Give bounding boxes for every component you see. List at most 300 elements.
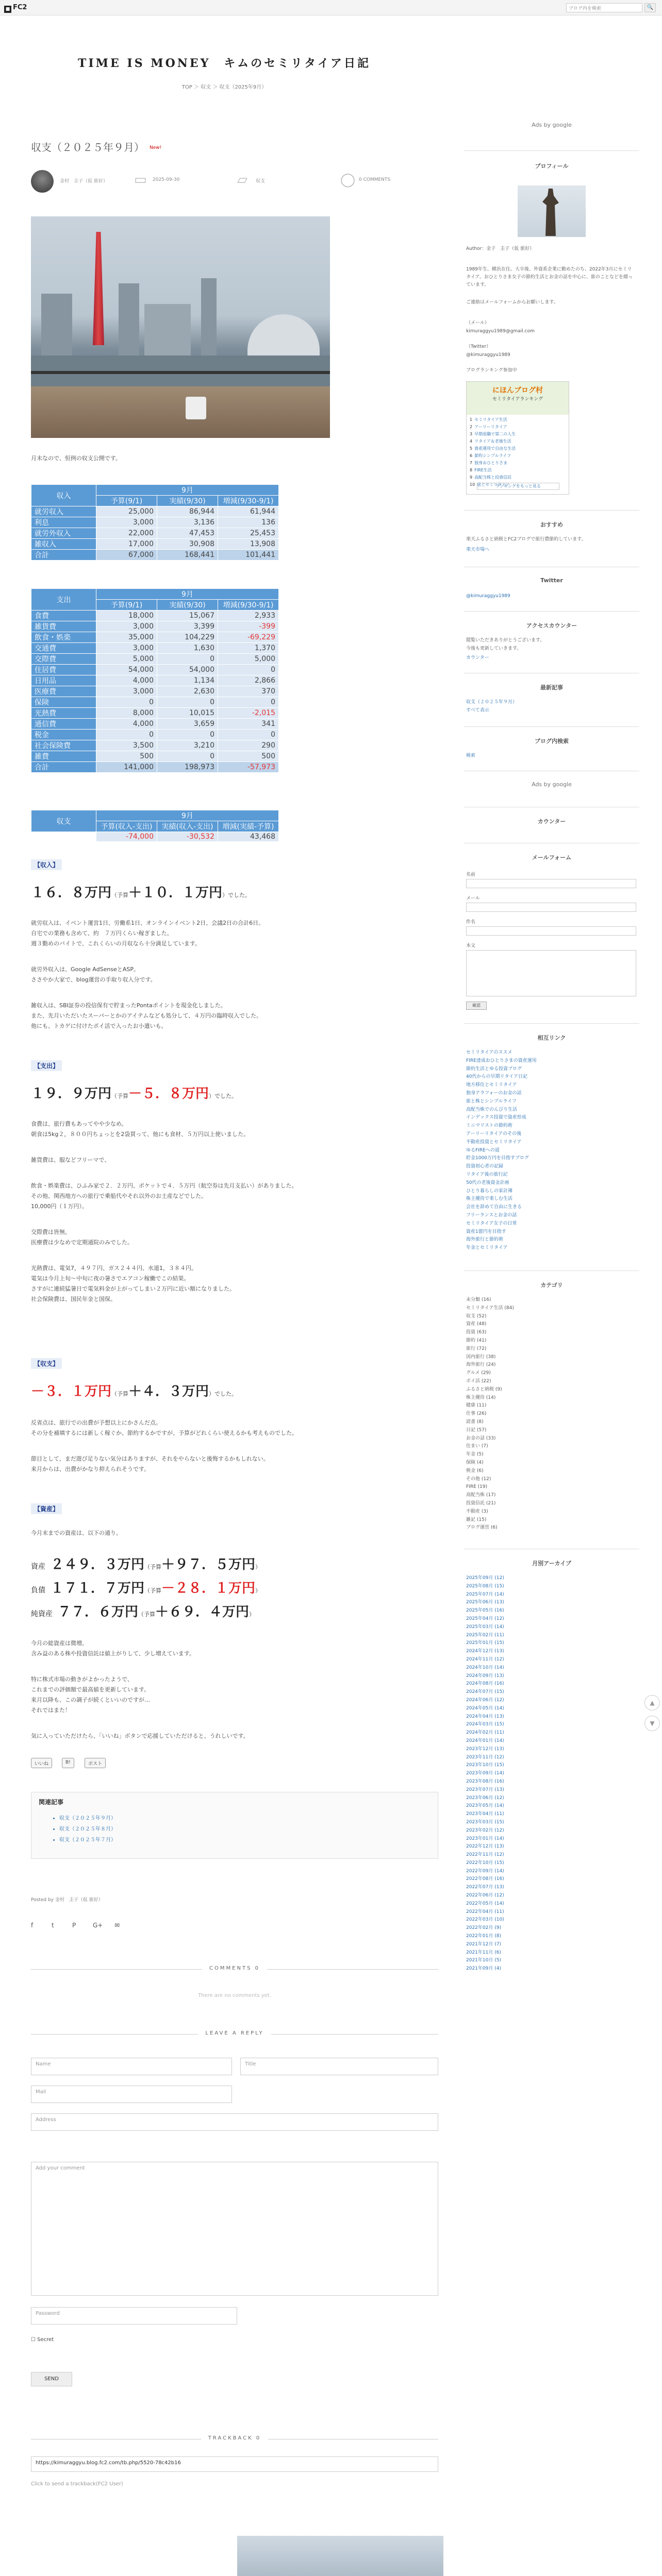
- table-row: 雑収入 17,000 30,908 13,908: [31, 539, 279, 550]
- post-title: 収支（２０２５年９月） $^{New!}$: [31, 141, 162, 154]
- archive-item[interactable]: 2024年02月 (11): [466, 1730, 504, 1736]
- title-input[interactable]: Title: [240, 2058, 438, 2075]
- ranking-item[interactable]: 5 資産運用で自由な生活: [470, 446, 516, 451]
- building-shape: [119, 283, 139, 355]
- paragraph: ささやか大家で、blog運営の手取り収入分です。: [31, 976, 156, 983]
- paragraph: また、先月いただいたスーパーとかのアイテムなども処分して、４万円の臨時収入でした。: [31, 1012, 262, 1019]
- divider: [464, 150, 639, 151]
- fc2-logo-icon: ■: [4, 6, 11, 13]
- link-item[interactable]: 海外旅行と節約術: [466, 1237, 504, 1243]
- link-item[interactable]: FIRE達成おひとりさまの資産運用: [466, 1058, 537, 1063]
- category-item[interactable]: お金の話 (33): [466, 1435, 496, 1441]
- trackback-label: TRACKBACK 0: [0, 2435, 469, 2441]
- port-tower-shape: [93, 232, 104, 345]
- link-item[interactable]: アーリーリタイアのその後: [466, 1131, 522, 1137]
- archive-list: [466, 1574, 636, 1973]
- income-table-title: 収入: [31, 485, 96, 506]
- archive-item[interactable]: 2023年12月 (13): [466, 1746, 504, 1752]
- ranking-header: にほんブログ村 セミリタイアランキング: [467, 382, 569, 415]
- name-input[interactable]: Name: [31, 2058, 232, 2075]
- recommend-heading: おすすめ: [540, 521, 564, 528]
- link-item[interactable]: 40代からの早期リタイア日記: [466, 1074, 528, 1080]
- ranking-more-link[interactable]: ランキングをもっと見る: [477, 483, 559, 490]
- archive-item[interactable]: 2022年11月 (12): [466, 1852, 504, 1858]
- mail-icon[interactable]: ✉: [114, 1922, 120, 1929]
- archive-item[interactable]: 2022年01月 (8): [466, 1934, 501, 1939]
- access-link[interactable]: カウンター: [466, 655, 489, 660]
- ranking-item[interactable]: 9 高配当株と投資信託: [470, 475, 512, 480]
- twitter-icon[interactable]: t: [52, 1922, 54, 1929]
- category-item[interactable]: 海外旅行 (24): [466, 1362, 496, 1368]
- paragraph: 反省点は、旅行での出費が予想以上にかさんだ点。: [31, 1419, 161, 1426]
- ranking-item[interactable]: 1 セミリタイア生活: [470, 417, 507, 422]
- table-row: 交通費 3,000 1,630 1,370: [31, 643, 279, 654]
- category-item[interactable]: 投資信託 (21): [466, 1500, 496, 1506]
- category-item[interactable]: 住まい (7): [466, 1444, 488, 1449]
- paragraph: 気に入っていただけたら、「いいね」ボタンで応援していただけると、うれしいです。: [31, 1733, 249, 1739]
- link-item[interactable]: 節約生活とゆる投資ブログ: [466, 1066, 522, 1072]
- related-link[interactable]: • 収支（２０２５年８月）: [59, 1824, 438, 1832]
- archive-item[interactable]: 2025年02月 (11): [466, 1632, 504, 1638]
- link-item[interactable]: 資産1億円を目指す: [466, 1229, 506, 1234]
- archive-item[interactable]: 2021年11月 (6): [466, 1950, 501, 1955]
- balance-table-title: 収支: [31, 810, 96, 832]
- archive-item[interactable]: 2025年09月 (12): [466, 1575, 504, 1581]
- category-item[interactable]: 収支 (52): [466, 1313, 487, 1319]
- archive-item[interactable]: 2024年12月 (13): [466, 1649, 504, 1654]
- link-item[interactable]: 会社を辞めて自由に生きる: [466, 1205, 522, 1210]
- archive-item[interactable]: 2022年12月 (13): [466, 1844, 504, 1850]
- archive-item[interactable]: 2023年10月 (15): [466, 1762, 504, 1768]
- category-heading: カテゴリ: [540, 1282, 563, 1289]
- category-item[interactable]: 資産 (48): [466, 1321, 487, 1327]
- paragraph: 今月末までの資産は、以下の通り。: [31, 1530, 122, 1536]
- ranking-item[interactable]: 7 独身おひとりさま: [470, 461, 508, 465]
- table-row: 医療費 3,000 2,630 370: [31, 686, 279, 697]
- link-item[interactable]: 年金とセミリタイア: [466, 1245, 508, 1251]
- table-row: 社会保険費 3,500 3,210 290: [31, 740, 279, 751]
- address-input[interactable]: Address: [31, 2113, 438, 2131]
- checkbox-icon[interactable]: ☐: [31, 2337, 38, 2343]
- secret-checkbox[interactable]: ☐ Secret: [31, 2337, 54, 2343]
- divider: [464, 611, 639, 612]
- twitter-label: （Twitter）: [466, 344, 491, 349]
- tweet-button[interactable]: ポスト: [85, 1758, 106, 1768]
- archive-item[interactable]: 2022年05月 (14): [466, 1901, 504, 1906]
- archive-item[interactable]: 2024年07月 (15): [466, 1689, 504, 1695]
- table-row: 日用品 4,000 1,134 2,866: [31, 675, 279, 686]
- archive-item[interactable]: 2025年03月 (14): [466, 1624, 504, 1630]
- archive-item[interactable]: 2024年11月 (12): [466, 1656, 504, 1662]
- divider: [464, 1023, 639, 1024]
- category-item[interactable]: その他 (12): [466, 1476, 491, 1482]
- ranking-item[interactable]: 3 早期退職で第二の人生: [470, 432, 516, 436]
- category-item[interactable]: 未分類 (16): [466, 1297, 491, 1302]
- category-item[interactable]: 投資 (63): [466, 1330, 487, 1335]
- archive-item[interactable]: 2021年09月 (4): [466, 1966, 501, 1972]
- balance-heading: 【収支】: [31, 1358, 62, 1369]
- link-item[interactable]: セミリタイア女子の日常: [466, 1221, 517, 1226]
- ranking-item[interactable]: 4 リタイア＆老後生活: [470, 439, 511, 444]
- building-shape: [201, 278, 217, 355]
- recent-all-link[interactable]: すべて表示: [466, 708, 489, 713]
- link-item[interactable]: 地方移住とセミリタイア: [466, 1082, 517, 1088]
- folder-icon: ▱: [237, 172, 247, 188]
- related-link[interactable]: • 収支（２０２５年７月）: [59, 1835, 438, 1843]
- archive-item[interactable]: 2022年10月 (15): [466, 1860, 504, 1866]
- ad-label: Ads by google: [532, 781, 572, 788]
- twitter-handle[interactable]: @kimuraggyu1989: [466, 352, 510, 358]
- leave-reply-label: LEAVE A REPLY: [0, 2030, 469, 2036]
- mailform-mail-input[interactable]: [466, 903, 636, 912]
- paragraph: 来月以降も、この調子が続くといいのですが…: [31, 1697, 150, 1703]
- assets-row: 資産 ２４９．３万円（予算＋９７．５万円）: [31, 1557, 261, 1572]
- category-item[interactable]: 保険 (4): [466, 1460, 484, 1465]
- paragraph: 他にも、トカゲに付けたポイ活で入ったお小遣いも。: [31, 1023, 167, 1029]
- archive-item[interactable]: 2022年09月 (14): [466, 1868, 504, 1874]
- paragraph: 電気は今月上旬〜中旬に夜の暑さでエアコン稼働でこの結果。: [31, 1275, 190, 1282]
- balance-table: [31, 810, 279, 842]
- table-row: 飲食・娯楽 35,000 104,229 -69,229: [31, 632, 279, 643]
- paragraph: 含み益のある株や投資信託は値上がりして、少し増えています。: [31, 1650, 195, 1657]
- category-item[interactable]: 節約 (41): [466, 1337, 487, 1343]
- expense-table: [31, 588, 279, 773]
- scroll-down-icon[interactable]: ▼: [644, 1716, 660, 1731]
- category-item[interactable]: 日記 (57): [466, 1427, 487, 1433]
- table-row: 雑費 500 0 500: [31, 751, 279, 762]
- archive-item[interactable]: 2023年09月 (14): [466, 1771, 504, 1776]
- column-header: 実績(9/30): [157, 600, 218, 611]
- category-item[interactable]: 年金 (5): [466, 1452, 484, 1458]
- archive-item[interactable]: 2024年09月 (13): [466, 1673, 504, 1679]
- archive-item[interactable]: 2024年08月 (16): [466, 1681, 504, 1687]
- paragraph: 飲食・娯楽費は、ひふみ家で２．２万円、ポケットで４．５万円（航空券は先月支払い）がありました。: [31, 1182, 297, 1189]
- column-header: 増減(実績-予算): [218, 821, 279, 832]
- archive-item[interactable]: 2024年06月 (12): [466, 1697, 504, 1703]
- table-row: -74,000 -30,532 43,468: [31, 832, 279, 842]
- category-item[interactable]: 税金 (6): [466, 1468, 484, 1473]
- trackback-note[interactable]: Click to send a trackback(FC2 User): [31, 2481, 123, 2487]
- paragraph: 週３勤めのバイトで、これくらいの月収なら十分満足しています。: [31, 940, 201, 947]
- ranking-item[interactable]: 8 FIRE生活: [470, 468, 492, 472]
- archive-item[interactable]: 2024年05月 (14): [466, 1705, 504, 1711]
- income-table: [31, 484, 279, 561]
- link-item[interactable]: ひとり暮らしの家計簿: [466, 1188, 513, 1194]
- profile-text: ご連絡はメールフォームからお願いします。: [466, 300, 558, 305]
- table-row: 食費 18,000 15,067 2,933: [31, 611, 279, 621]
- column-header: 増減(9/30-9/1): [218, 600, 279, 611]
- link-item[interactable]: フリーランスとお金の話: [466, 1212, 517, 1218]
- building-shape: [144, 304, 191, 355]
- category-item[interactable]: FIRE (19): [466, 1484, 488, 1490]
- divider: [464, 510, 639, 511]
- paragraph: 雑貨費は、服などフリーマで、: [31, 1157, 110, 1163]
- paragraph: 特に株式市場の動きがよかったようで、: [31, 1676, 133, 1683]
- link-item[interactable]: 貯金1000万円を目指すブログ: [466, 1156, 529, 1161]
- twitter-heading: Twitter: [540, 577, 563, 584]
- archive-item[interactable]: 2021年12月 (7): [466, 1941, 501, 1947]
- balance-summary: －３．１万円（予算＋４．３万円）でした。: [31, 1384, 238, 1399]
- paragraph: 就労外収入は、Google AdSenseとASP。: [31, 966, 139, 973]
- deck-shape: [31, 386, 330, 438]
- category-item[interactable]: 国内旅行 (38): [466, 1354, 496, 1360]
- paragraph: 医療費は少なめで定期通院のみでした。: [31, 1239, 133, 1246]
- archive-item[interactable]: 2022年08月 (16): [466, 1876, 504, 1882]
- archive-item[interactable]: 2024年01月 (14): [466, 1738, 504, 1743]
- post-category[interactable]: 収支: [256, 179, 266, 184]
- link-item[interactable]: 高配当株でのんびり生活: [466, 1107, 518, 1112]
- mailform-subject-label: 件名: [466, 920, 476, 925]
- category-item[interactable]: セミリタイア生活 (84): [466, 1305, 514, 1311]
- mailform-mail-label: メール: [466, 896, 480, 901]
- link-item[interactable]: 株主優待で楽しむ生活: [466, 1196, 513, 1202]
- banner-image[interactable]: [237, 2536, 443, 2576]
- link-item[interactable]: 旅と株とシンプルライフ: [466, 1098, 517, 1104]
- link-item[interactable]: インデックス投資で資産形成: [466, 1115, 526, 1121]
- paragraph: 節目として、まだ遊び足りない気分はありますが、それをやらないと後悔するかもしれない。: [31, 1455, 269, 1462]
- building-shape: [41, 294, 72, 355]
- archive-item[interactable]: 2023年07月 (13): [466, 1787, 504, 1792]
- category-item[interactable]: 株主優待 (14): [466, 1395, 496, 1400]
- archive-item[interactable]: 2025年06月 (13): [466, 1600, 504, 1605]
- category-item[interactable]: 高配当株 (17): [466, 1493, 496, 1498]
- like-button[interactable]: いいね: [31, 1758, 52, 1768]
- archive-item[interactable]: 2025年04月 (12): [466, 1616, 504, 1621]
- archive-item[interactable]: 2022年07月 (13): [466, 1885, 504, 1890]
- trackback-url[interactable]: https://kimuraggyu.blog.fc2.com/tb.php/5520-78c42b16: [31, 2456, 438, 2472]
- paragraph: 10,000円（１万円）。: [31, 1203, 88, 1210]
- avatar[interactable]: [31, 170, 54, 193]
- link-item[interactable]: リタイア後の旅行記: [466, 1172, 508, 1177]
- profile-text: 1989年生、横浜在住。大卒後、外資系企業に勤めたのち、2022年3月にセミリタイア。おひとりさま女子の節約生活とお金の話を中心に、旅のことなどを綴っています。: [466, 267, 633, 287]
- category-item[interactable]: グルメ (29): [466, 1370, 491, 1376]
- paragraph: 雑収入は、SBI証券の投信保有で貯まったPontaポイントを現金化しました。: [31, 1002, 226, 1009]
- ranking-list: [467, 415, 569, 491]
- author-link[interactable]: 金村 圭子（仮 旅好）: [60, 179, 108, 184]
- recommend-link[interactable]: 楽天市場へ: [466, 547, 490, 552]
- counter-heading: カウンター: [537, 818, 566, 825]
- post-date: 2025-09-30: [153, 177, 180, 182]
- twitter-link[interactable]: @kimuraggyu1989: [466, 594, 510, 599]
- assets-heading: 【資産】: [31, 1503, 62, 1514]
- ranking-label: ブログランキング参加中: [466, 368, 517, 373]
- archive-item[interactable]: 2024年04月 (13): [466, 1714, 504, 1719]
- mailform-name-input[interactable]: [466, 879, 636, 888]
- archive-item[interactable]: 2025年08月 (15): [466, 1583, 504, 1589]
- column-header: 予算(9/1): [96, 496, 157, 506]
- archive-item[interactable]: 2022年04月 (11): [466, 1909, 504, 1914]
- mailform-confirm-button[interactable]: 確認: [466, 1002, 487, 1010]
- ranking-widget[interactable]: [466, 381, 569, 495]
- column-header: 予算(9/1): [96, 600, 157, 611]
- table-row: 利息 3,000 3,136 136: [31, 517, 279, 528]
- paragraph: 今月の総資産は微増。: [31, 1640, 88, 1647]
- archive-item[interactable]: 2021年10月 (5): [466, 1958, 501, 1963]
- mail-label: （メール）: [466, 320, 489, 326]
- total-row: 合計 67,000 168,441 101,441: [31, 550, 279, 561]
- table-row: 就労外収入 22,000 47,453 25,453: [31, 528, 279, 539]
- category-item[interactable]: ブログ運営 (6): [466, 1525, 498, 1531]
- link-item[interactable]: 50代の老後資金計画: [466, 1180, 509, 1185]
- paragraph: これまでの評価額で最高値を更新しています。: [31, 1686, 150, 1693]
- archive-item[interactable]: 2022年06月 (12): [466, 1893, 504, 1899]
- mailform-heading: メールフォーム: [532, 854, 572, 861]
- google-plus-icon[interactable]: G+: [93, 1922, 103, 1929]
- archive-item[interactable]: 2023年08月 (16): [466, 1778, 504, 1784]
- category-item[interactable]: ふるさと納税 (9): [466, 1386, 502, 1392]
- comment-icon: ◯: [340, 172, 356, 188]
- no-comments-text: There are no comments yet.: [198, 1993, 271, 1998]
- category-item[interactable]: 雑記 (15): [466, 1517, 487, 1522]
- income-summary: １６．８万円（予算＋１０．１万円）でした。: [31, 885, 251, 901]
- ranking-item[interactable]: 10 旅とセミリタイア: [470, 482, 510, 487]
- expense-summary: １９．９万円（予算－５．８万円）でした。: [31, 1086, 238, 1101]
- expense-table-month: 9月: [96, 589, 279, 600]
- archive-item[interactable]: 2023年01月 (14): [466, 1836, 504, 1841]
- mailform-body-textarea[interactable]: [466, 950, 636, 996]
- archive-item[interactable]: 2023年03月 (15): [466, 1819, 504, 1825]
- archive-item[interactable]: 2023年06月 (12): [466, 1795, 504, 1801]
- hatena-button[interactable]: B!: [62, 1758, 74, 1768]
- mug-shape: [186, 397, 206, 419]
- archive-item[interactable]: 2025年01月 (15): [466, 1640, 504, 1646]
- link-item[interactable]: 独身アラフォーのお金の話: [466, 1090, 522, 1096]
- comment-textarea[interactable]: Add your comment: [31, 2162, 438, 2296]
- income-table-month: 9月: [96, 485, 279, 496]
- archive-item[interactable]: 2025年05月 (16): [466, 1608, 504, 1614]
- category-item[interactable]: 読書 (8): [466, 1419, 484, 1425]
- archive-item[interactable]: 2025年07月 (14): [466, 1591, 504, 1597]
- paragraph: 来月からは、出費がかなり抑えられそうです。: [31, 1466, 150, 1472]
- related-title: 関連記事: [39, 1799, 64, 1806]
- archive-item[interactable]: 2022年02月 (9): [466, 1925, 501, 1931]
- category-item[interactable]: 仕事 (26): [466, 1411, 487, 1417]
- comments-label: COMMENTS 0: [0, 1965, 469, 1971]
- debt-row: 負債 １７１．７万円（予算－２８．１万円）: [31, 1581, 261, 1596]
- expense-table-title: 支出: [31, 589, 96, 611]
- blog-search-link[interactable]: 検索: [466, 753, 476, 758]
- category-item[interactable]: 健康 (11): [466, 1403, 487, 1409]
- related-link[interactable]: • 収支（２０２５年９月）: [59, 1814, 438, 1821]
- archive-item[interactable]: 2023年05月 (14): [466, 1803, 504, 1809]
- facebook-icon[interactable]: f: [31, 1922, 34, 1929]
- access-text: 閲覧いただきありがとうございます。: [466, 638, 545, 643]
- profile-heading: プロフィール: [535, 163, 569, 170]
- password-input[interactable]: Password: [31, 2307, 237, 2325]
- access-heading: アクセスカウンター: [526, 622, 577, 629]
- mailform-name-label: 名前: [466, 872, 476, 877]
- ranking-item[interactable]: 6 節約シンプルライフ: [470, 453, 511, 458]
- mail-input[interactable]: Mail: [31, 2086, 232, 2103]
- recent-heading: 最新記事: [540, 684, 563, 691]
- ad-label: Ads by google: [532, 122, 572, 128]
- profile-author: Author：金子 圭子（仮 旅好）: [466, 246, 535, 251]
- archive-item[interactable]: 2024年10月 (14): [466, 1665, 504, 1670]
- paragraph: 自宅での業務も含めて、約 ７万円くらい稼ぎました。: [31, 930, 173, 937]
- paragraph: それではまた！: [31, 1707, 71, 1714]
- expense-heading: 【支出】: [31, 1060, 62, 1071]
- category-list: [466, 1296, 636, 1532]
- link-item[interactable]: ミニマリストの節約術: [466, 1123, 512, 1129]
- paragraph: 就労収入は、イベント運営1日、労働系1日、オンラインイベント2日、会議2日の合計6日。: [31, 920, 264, 926]
- access-text: 今後も更新していきます。: [466, 646, 522, 651]
- archive-item[interactable]: 2024年03月 (15): [466, 1722, 504, 1727]
- category-item[interactable]: 旅行 (72): [466, 1346, 487, 1351]
- total-row: 合計 141,000 198,973 -57,973: [31, 762, 279, 773]
- column-header: 予算(収入-支出): [96, 821, 157, 832]
- category-item[interactable]: ポイ活 (22): [466, 1378, 491, 1384]
- posted-by[interactable]: Posted by 金村 圭子（仮 旅好）: [31, 1897, 103, 1903]
- top-bar: [0, 0, 662, 15]
- profile-image: [518, 185, 586, 237]
- fc2-logo[interactable]: ■ FC2: [4, 4, 27, 13]
- statue-shape: [540, 189, 561, 236]
- table-row: 交際費 5,000 0 5,000: [31, 654, 279, 665]
- divider: [464, 1270, 639, 1271]
- calendar-icon: ▭: [134, 172, 147, 188]
- net-assets-row: 純資産 ７７．６万円（予算＋６９．４万円）: [31, 1604, 255, 1620]
- search-icon[interactable]: 🔍: [644, 3, 656, 12]
- archive-heading: 月別アーカイブ: [532, 1560, 571, 1567]
- archive-item[interactable]: 2023年04月 (11): [466, 1811, 504, 1817]
- site-title[interactable]: TIME IS MONEY キムのセミリタイア日記: [77, 57, 371, 70]
- paragraph: 光熱費は、電気7，４９７円、ガス２４４円、水道1，３８４円。: [31, 1265, 197, 1272]
- paragraph: その他、関西地方への旅行で乗船代やそれ以外のお土産などでした。: [31, 1193, 207, 1199]
- link-item[interactable]: ゆるFIREへの道: [466, 1147, 500, 1153]
- column-header: 実績(9/30): [157, 496, 218, 506]
- mail-address[interactable]: kimuraggyu1989@gmail.com: [466, 329, 535, 334]
- archive-item[interactable]: 2023年11月 (12): [466, 1754, 504, 1760]
- table-row: 光熱費 8,000 10,015 -2,015: [31, 708, 279, 719]
- top-search-input[interactable]: ブログ内を検索: [566, 3, 642, 12]
- related-posts: [31, 1792, 438, 1859]
- category-item[interactable]: 不動産 (3): [466, 1509, 488, 1514]
- pinterest-icon[interactable]: P: [72, 1922, 76, 1929]
- column-header: 実績(収入-支出): [157, 821, 218, 832]
- comment-count[interactable]: 0 COMMENTS: [359, 177, 391, 182]
- post-intro: 月末なので、恒例の収支公開です。: [31, 455, 121, 462]
- paragraph: 朝食は5kg２，８００円ちょっとを2袋買って、他にも食材、５万円以上使いました。: [31, 1131, 250, 1138]
- table-row: 保険 0 0 0: [31, 697, 279, 708]
- link-item[interactable]: 不動産投資とセミリタイア: [466, 1139, 522, 1145]
- ranking-item[interactable]: 2 アーリーリタイア: [470, 425, 507, 429]
- archive-item[interactable]: 2022年03月 (10): [466, 1917, 504, 1923]
- paragraph: 交際費は皆無。: [31, 1229, 71, 1235]
- new-badge: New!: [150, 145, 162, 150]
- link-item[interactable]: セミリタイアのススメ: [466, 1050, 512, 1055]
- paragraph: さすがに連続猛暑日で電気料金が上がってしまい２万円に近い額になりました。: [31, 1285, 235, 1292]
- table-row: 通信費 4,000 3,659 341: [31, 719, 279, 730]
- table-row: 住居費 54,000 54,000 0: [31, 665, 279, 675]
- table-row: 就労収入 25,000 86,944 61,944: [31, 506, 279, 517]
- post-photo: [31, 216, 330, 438]
- links-heading: 相互リンク: [537, 1035, 566, 1041]
- mailform-subject-input[interactable]: [466, 926, 636, 936]
- breadcrumb[interactable]: TOP ＞ 収支 ＞ 収支（2025年9月）: [181, 84, 267, 90]
- dome-shape: [247, 314, 320, 355]
- recent-post-link[interactable]: 収支（２０２５年９月）: [466, 700, 518, 705]
- paragraph: その分を補填するには新しく稼ぐか、節約するかですが、予算がどれくらい使えるかも考えものでした。: [31, 1430, 297, 1436]
- send-button[interactable]: SEND: [31, 2372, 72, 2386]
- scroll-up-icon[interactable]: ▲: [644, 1695, 660, 1710]
- income-heading: 【収入】: [31, 859, 62, 870]
- railing-shape: [31, 371, 330, 374]
- blog-search-heading: ブログ内検索: [535, 738, 569, 744]
- paragraph: 社会保険費は、国民年金と国保。: [31, 1296, 116, 1302]
- archive-item[interactable]: 2023年02月 (12): [466, 1827, 504, 1833]
- link-item[interactable]: 投資初心者の記録: [466, 1164, 504, 1170]
- paragraph: 食費は、旅行費もあってやや少なめ。: [31, 1121, 127, 1127]
